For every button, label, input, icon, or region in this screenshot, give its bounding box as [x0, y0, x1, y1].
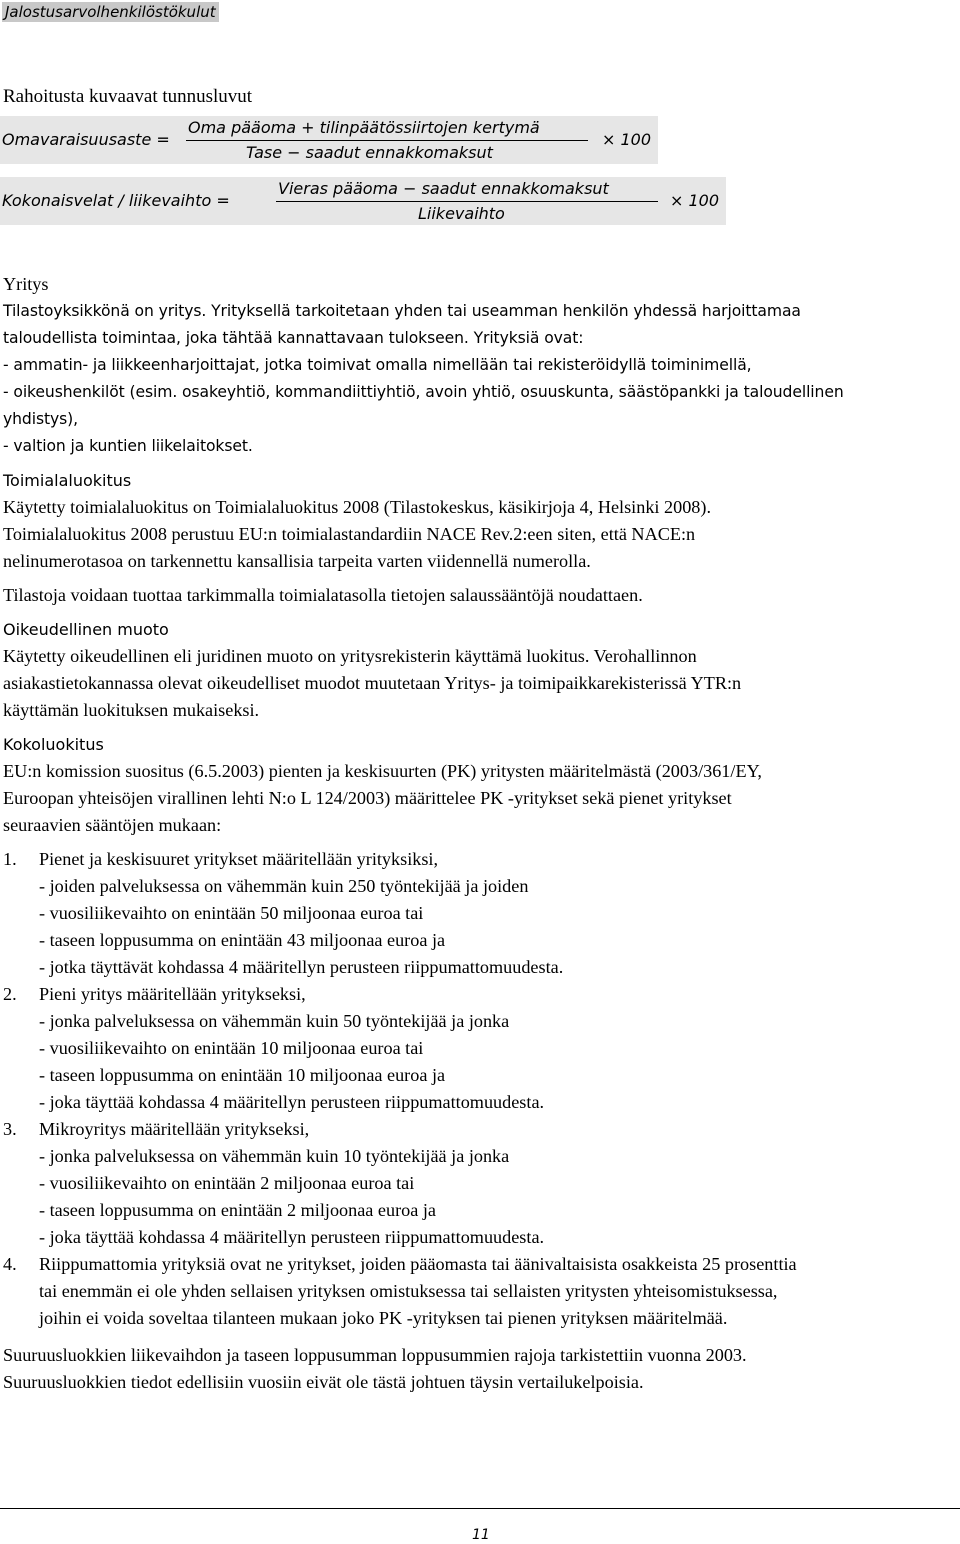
heading-toimialaluokitus: Toimialaluokitus	[3, 471, 132, 490]
list-number: 2.	[3, 984, 17, 1004]
text-line: - ammatin- ja liikkeenharjoittajat, jotka toimivat omalla nimellään tai rekisteröidyllä toiminimellä,	[3, 356, 752, 374]
formula-multiplier: × 100	[602, 130, 652, 149]
text-line: - vuosiliikevaihto on enintään 10 miljoonaa euroa tai	[39, 1038, 424, 1058]
text-line: seuraavien sääntöjen mukaan:	[3, 815, 222, 835]
toimiala-paragraph	[3, 494, 960, 575]
text-line: - taseen loppusumma on enintään 10 miljoonaa euroa ja	[39, 1065, 446, 1085]
formula-lhs: Kokonaisvelat / liikevaihto =	[2, 191, 230, 210]
list-item	[3, 1251, 960, 1332]
text-line: - oikeushenkilöt (esim. osakeyhtiö, kommandiittiyhtiö, avoin yhtiö, osuuskunta, säästöpankki ja taloudellinen	[3, 383, 844, 401]
text-line: Suuruusluokkien liikevaihdon ja taseen loppusumman loppusummien rajoja tarkistettiin vuonna 2003.	[3, 1345, 747, 1365]
text-line: - taseen loppusumma on enintään 43 miljoonaa euroa ja	[39, 930, 446, 950]
list-number: 1.	[3, 849, 17, 869]
list-item	[3, 981, 960, 1116]
heading-oikeudellinen-muoto: Oikeudellinen muoto	[3, 620, 169, 639]
text-line: Pienet ja keskisuuret yritykset määritellään yrityksiksi,	[39, 849, 439, 869]
page-header: Jalostusarvolhenkilöstökulut	[2, 2, 219, 22]
formula-equity-ratio	[0, 116, 658, 164]
text-line: Käytetty oikeudellinen eli juridinen muoto on yritysrekisterin käyttämä luokitus. Verohallinnon	[3, 646, 697, 666]
text-line: - joka täyttää kohdassa 4 määritellyn perusteen riippumattomuudesta.	[39, 1227, 545, 1247]
heading-kokoluokitus: Kokoluokitus	[3, 735, 104, 754]
formula-denominator: Liikevaihto	[418, 204, 505, 223]
text-line: Mikroyritys määritellään yritykseksi,	[39, 1119, 310, 1139]
yritys-text	[3, 298, 960, 460]
formula-debt-to-revenue	[0, 177, 726, 225]
toimiala-paragraph-2: Tilastoja voidaan tuottaa tarkimmalla toimialatasolla tietojen salaussääntöjä noudattaen.	[3, 585, 643, 605]
koko-intro	[3, 758, 960, 839]
koko-outro	[3, 1342, 960, 1396]
text-line: Toimialaluokitus 2008 perustuu EU:n toimialastandardiin NACE Rev.2:een siten, että NACE:n	[3, 524, 696, 544]
text-line: nelinumerotasoa on tarkennettu kansallisia tarpeita varten viidennellä numerolla.	[3, 551, 591, 571]
text-line: - vuosiliikevaihto on enintään 50 miljoonaa euroa tai	[39, 903, 424, 923]
text-line: EU:n komission suositus (6.5.2003) pienten ja keskisuurten (PK) yritysten määritelmästä (2003/361/EY,	[3, 761, 762, 781]
text-line: Euroopan yhteisöjen virallinen lehti N:o L 124/2003) määrittelee PK -yritykset sekä pienet yritykset	[3, 788, 732, 808]
text-line: - vuosiliikevaihto on enintään 2 miljoonaa euroa tai	[39, 1173, 415, 1193]
formula-lhs: Omavaraisuusaste =	[2, 130, 170, 149]
page-number: 11	[472, 1527, 490, 1543]
heading-yritys: Yritys	[3, 274, 49, 294]
list-number: 4.	[3, 1254, 17, 1274]
text-line: Tilastoyksikkönä on yritys. Yrityksellä tarkoitetaan yhden tai useamman henkilön yhdessä harjoittamaa	[3, 302, 801, 320]
text-line: tai enemmän ei ole yhden sellaisen yrityksen omistuksessa tai sellaisten yritysten yhteisomistuksessa,	[39, 1281, 778, 1301]
text-line: asiakastietokannassa olevat oikeudelliset muodot muutetaan Yritys- ja toimipaikkarekisterissä YTR:n	[3, 673, 742, 693]
fraction-bar	[276, 201, 658, 202]
text-line: - valtion ja kuntien liikelaitokset.	[3, 437, 253, 455]
list-number: 3.	[3, 1119, 17, 1139]
list-item	[3, 846, 960, 981]
text-line: - taseen loppusumma on enintään 2 miljoonaa euroa ja	[39, 1200, 436, 1220]
text-line: taloudellista toimintaa, joka tähtää kannattavaan tulokseen. Yrityksiä ovat:	[3, 329, 584, 347]
formula-denominator: Tase − saadut ennakkomaksut	[246, 143, 493, 162]
list-item	[3, 1116, 960, 1251]
text-line: yhdistys),	[3, 410, 78, 428]
text-line: - jonka palveluksessa on vähemmän kuin 10 työntekijää ja jonka	[39, 1146, 510, 1166]
text-line: - joiden palveluksessa on vähemmän kuin 250 työntekijää ja joiden	[39, 876, 529, 896]
text-line: Suuruusluokkien tiedot edellisiin vuosiin eivät ole tästä johtuen täysin vertailukelpoisia.	[3, 1372, 644, 1392]
formula-multiplier: × 100	[670, 191, 720, 210]
text-line: - joka täyttää kohdassa 4 määritellyn perusteen riippumattomuudesta.	[39, 1092, 545, 1112]
fraction-bar	[186, 140, 588, 141]
text-line: Pieni yritys määritellään yritykseksi,	[39, 984, 306, 1004]
oikeudellinen-paragraph	[3, 643, 960, 724]
section-title: Rahoitusta kuvaavat tunnusluvut	[3, 86, 253, 107]
text-line: Riippumattomia yrityksiä ovat ne yritykset, joiden pääomasta tai äänivaltaisista osakkeista 25 prosenttia	[39, 1254, 797, 1274]
document-body	[3, 271, 960, 1396]
footer-divider	[0, 1508, 960, 1509]
formula-numerator: Oma pääoma + tilinpäätössiirtojen kertymä	[188, 118, 540, 137]
text-line: - jotka täyttävät kohdassa 4 määritellyn perusteen riippumattomuudesta.	[39, 957, 564, 977]
text-line: - jonka palveluksessa on vähemmän kuin 50 työntekijää ja jonka	[39, 1011, 510, 1031]
formula-numerator: Vieras pääoma − saadut ennakkomaksut	[278, 179, 609, 198]
text-line: käyttämän luokituksen mukaiseksi.	[3, 700, 260, 720]
text-line: joihin ei voida soveltaa tilanteen mukaan joko PK -yrityksen tai pienen yrityksen määritelmää.	[39, 1308, 728, 1328]
text-line: Käytetty toimialaluokitus on Toimialaluokitus 2008 (Tilastokeskus, käsikirjoja 4, Helsinki 2008).	[3, 497, 711, 517]
